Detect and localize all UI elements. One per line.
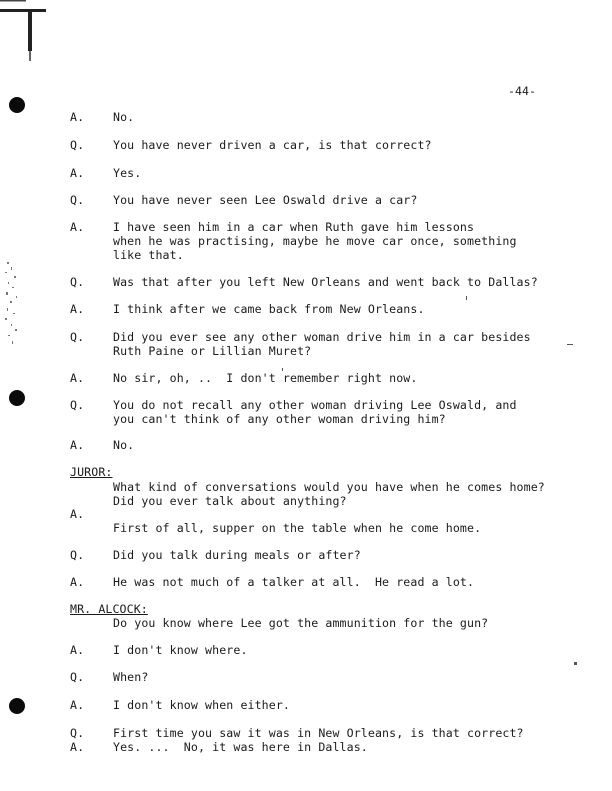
entry-label: A. — [70, 643, 85, 657]
entry-line: Did you talk during meals or after? — [113, 548, 361, 562]
entry-line: When? — [113, 670, 149, 684]
entry-label: A. — [70, 438, 85, 452]
entry-line: Yes. — [113, 166, 142, 180]
entry-label: Q. — [70, 275, 85, 289]
entry-line: Yes. ... No, it was here in Dallas. — [113, 740, 368, 754]
entry-line: What kind of conversations would you have when he comes home? — [113, 480, 545, 494]
entry-line: He was not much of a talker at all. He read a lot. — [113, 575, 475, 589]
punch-hole-bottom — [9, 698, 25, 714]
page-number: -44- — [508, 84, 536, 98]
entry-line: when he was practising, maybe he move car once, something — [113, 234, 517, 248]
speaker-label: JUROR: — [70, 465, 113, 479]
entry-line: I don't know when either. — [113, 698, 291, 712]
entry-label: Q. — [70, 726, 85, 740]
speck — [574, 662, 577, 665]
speck — [567, 344, 573, 345]
entry-label: Q. — [70, 330, 85, 344]
punch-hole-middle — [9, 390, 25, 406]
entry-label: A. — [70, 166, 85, 180]
entry-label: A. — [70, 110, 85, 124]
entry-line: First of all, supper on the table when he come home. — [113, 521, 482, 535]
entry-line: I have seen him in a car when Ruth gave him lessons — [113, 220, 475, 234]
entry-label: A. — [70, 698, 85, 712]
entry-label: A. — [70, 575, 85, 589]
entry-label: A. — [70, 220, 85, 234]
entry-line: Ruth Paine or Lillian Muret? — [113, 344, 312, 358]
entry-line: Was that after you left New Orleans and went back to Dallas? — [113, 275, 538, 289]
speaker-label: MR. ALCOCK: — [70, 602, 148, 616]
entry-line: Did you ever see any other woman drive him in a car besides — [113, 330, 531, 344]
entry-label: A. — [70, 371, 85, 385]
entry-line: No. — [113, 110, 135, 124]
entry-line: you can't think of any other woman driving him? — [113, 412, 446, 426]
entry-label: Q. — [70, 670, 85, 684]
entry-line: No sir, oh, .. I don't remember right now. — [113, 371, 418, 385]
entry-line: like that. — [113, 248, 184, 262]
entry-line: You have never driven a car, is that correct? — [113, 138, 432, 152]
entry-label: Q. — [70, 193, 85, 207]
entry-label: A. — [70, 507, 85, 521]
entry-line: You have never seen Lee Oswald drive a car? — [113, 193, 418, 207]
entry-label: A. — [70, 740, 85, 754]
entry-line: I don't know where. — [113, 643, 248, 657]
entry-line: Did you ever talk about anything? — [113, 494, 347, 508]
entry-line: First time you saw it was in New Orleans, is that correct? — [113, 726, 524, 740]
entry-label: Q. — [70, 398, 85, 412]
entry-line: I think after we came back from New Orleans. — [113, 302, 425, 316]
speck — [466, 296, 467, 300]
entry-label: Q. — [70, 138, 85, 152]
scan-noise — [2, 258, 24, 348]
corner-mark — [0, 0, 50, 70]
entry-label: Q. — [70, 548, 85, 562]
entry-line: Do you know where Lee got the ammunition for the gun? — [113, 616, 489, 630]
entry-line: No. — [113, 438, 135, 452]
entry-label: A. — [70, 302, 85, 316]
punch-hole-top — [9, 97, 25, 113]
entry-line: You do not recall any other woman driving Lee Oswald, and — [113, 398, 517, 412]
